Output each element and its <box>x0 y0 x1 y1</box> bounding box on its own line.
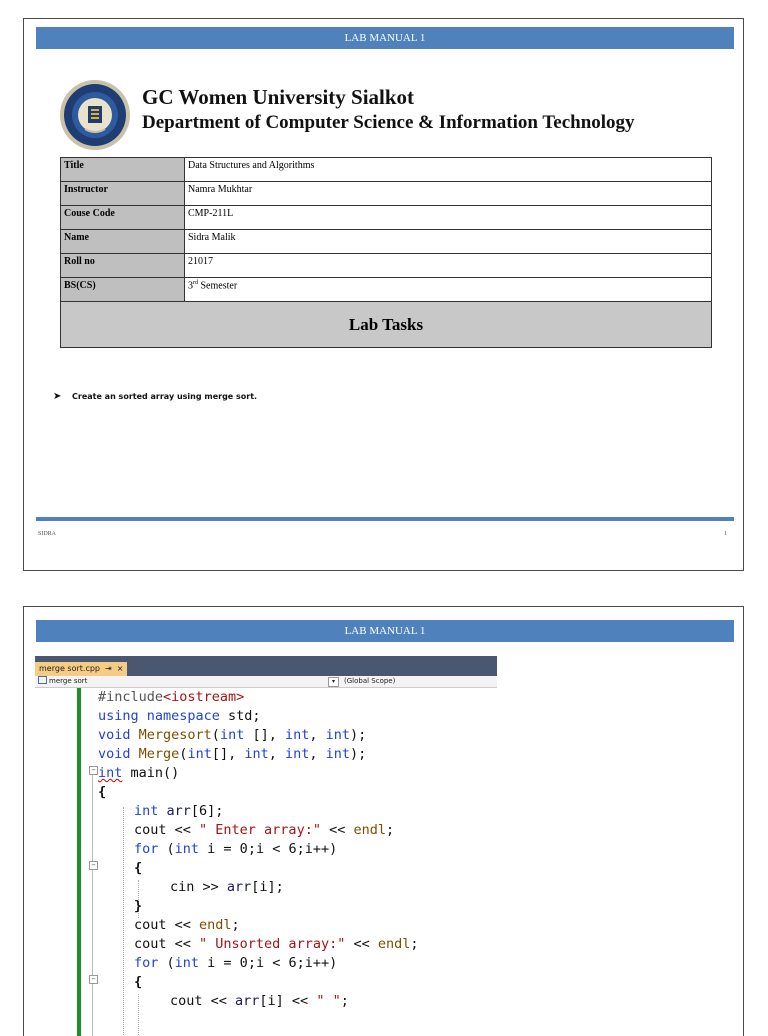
tab-label: merge sort.cpp <box>39 664 100 673</box>
university-logo <box>59 79 131 151</box>
code-line: cout << " Enter array:" << endl; <box>134 822 395 838</box>
document-page-2 <box>23 606 744 1036</box>
university-name: GC Women University Sialkot <box>142 85 415 109</box>
page-header: LAB MANUAL 1 <box>36 27 734 49</box>
fold-guide <box>92 775 93 1036</box>
table-row <box>61 182 712 206</box>
chevron-down-icon[interactable]: ▾ <box>328 677 339 687</box>
code-line: { <box>134 974 143 990</box>
change-tracking-bar <box>77 688 81 1036</box>
document-page-1 <box>23 18 744 571</box>
footer-rule <box>36 517 734 521</box>
close-icon[interactable]: × <box>116 664 124 673</box>
semester-ordinal: rd <box>193 280 198 286</box>
table-row <box>61 254 712 278</box>
code-line: for (int i = 0;i < 6;i++) <box>134 955 338 971</box>
pin-icon[interactable]: ⇥ <box>105 664 112 673</box>
fold-toggle-icon[interactable]: − <box>89 975 98 984</box>
task-text: Create an sorted array using merge sort. <box>72 392 258 401</box>
code-line: int main() <box>98 765 180 781</box>
footer-name: SIDRA <box>38 531 57 537</box>
arrow-bullet-icon: ➤ <box>53 391 62 402</box>
info-table <box>60 157 712 348</box>
code-line: #include<iostream> <box>98 689 245 705</box>
code-line: void Mergesort(int [], int, int); <box>98 727 367 743</box>
row-value <box>185 278 712 302</box>
table-row <box>61 278 712 302</box>
task-item <box>53 391 257 402</box>
fold-toggle-icon[interactable]: − <box>89 766 98 775</box>
code-line: } <box>134 898 143 914</box>
row-label: Couse Code <box>61 206 185 230</box>
page-number: 1 <box>724 531 727 537</box>
code-line: { <box>134 860 143 876</box>
project-icon <box>38 676 47 684</box>
fold-toggle-icon[interactable]: − <box>89 861 98 870</box>
row-value: Data Structures and Algorithms <box>185 158 712 182</box>
project-dropdown[interactable] <box>38 676 87 687</box>
department-name: Department of Computer Science & Information Technology <box>142 112 635 133</box>
row-value: Namra Mukhtar <box>185 182 712 206</box>
row-label: Name <box>61 230 185 254</box>
row-label: Instructor <box>61 182 185 206</box>
row-value: CMP-211L <box>185 206 712 230</box>
navigation-bar <box>35 676 497 688</box>
indent-guide <box>138 994 139 1036</box>
code-line: cin >> arr[i]; <box>170 879 284 895</box>
row-label: Roll no <box>61 254 185 278</box>
lab-tasks-row <box>61 302 712 348</box>
tab-merge-sort-cpp[interactable] <box>35 662 127 676</box>
editor-tab-strip <box>35 656 497 676</box>
code-line: cout << endl; <box>134 917 240 933</box>
row-value: 21017 <box>185 254 712 278</box>
code-line: cout << arr[i] << " "; <box>170 993 349 1009</box>
code-line: using namespace std; <box>98 708 261 724</box>
row-value: Sidra Malik <box>185 230 712 254</box>
row-label: BS(CS) <box>61 278 185 302</box>
page-header: LAB MANUAL 1 <box>36 620 734 642</box>
code-line: cout << " Unsorted array:" << endl; <box>134 936 419 952</box>
project-name: merge sort <box>49 677 88 685</box>
table-row <box>61 158 712 182</box>
code-line: int arr[6]; <box>134 803 224 819</box>
scope-dropdown[interactable]: (Global Scope) <box>344 677 396 685</box>
table-row <box>61 230 712 254</box>
code-editor-screenshot <box>35 656 497 1036</box>
semester-word: Semester <box>198 280 238 292</box>
semester-number: 3 <box>188 280 193 292</box>
indent-guide <box>123 807 124 1036</box>
row-label: Title <box>61 158 185 182</box>
code-line: for (int i = 0;i < 6;i++) <box>134 841 338 857</box>
lab-tasks-heading: Lab Tasks <box>61 302 712 348</box>
table-row <box>61 206 712 230</box>
code-line: void Merge(int[], int, int, int); <box>98 746 367 762</box>
code-line: { <box>98 784 107 800</box>
